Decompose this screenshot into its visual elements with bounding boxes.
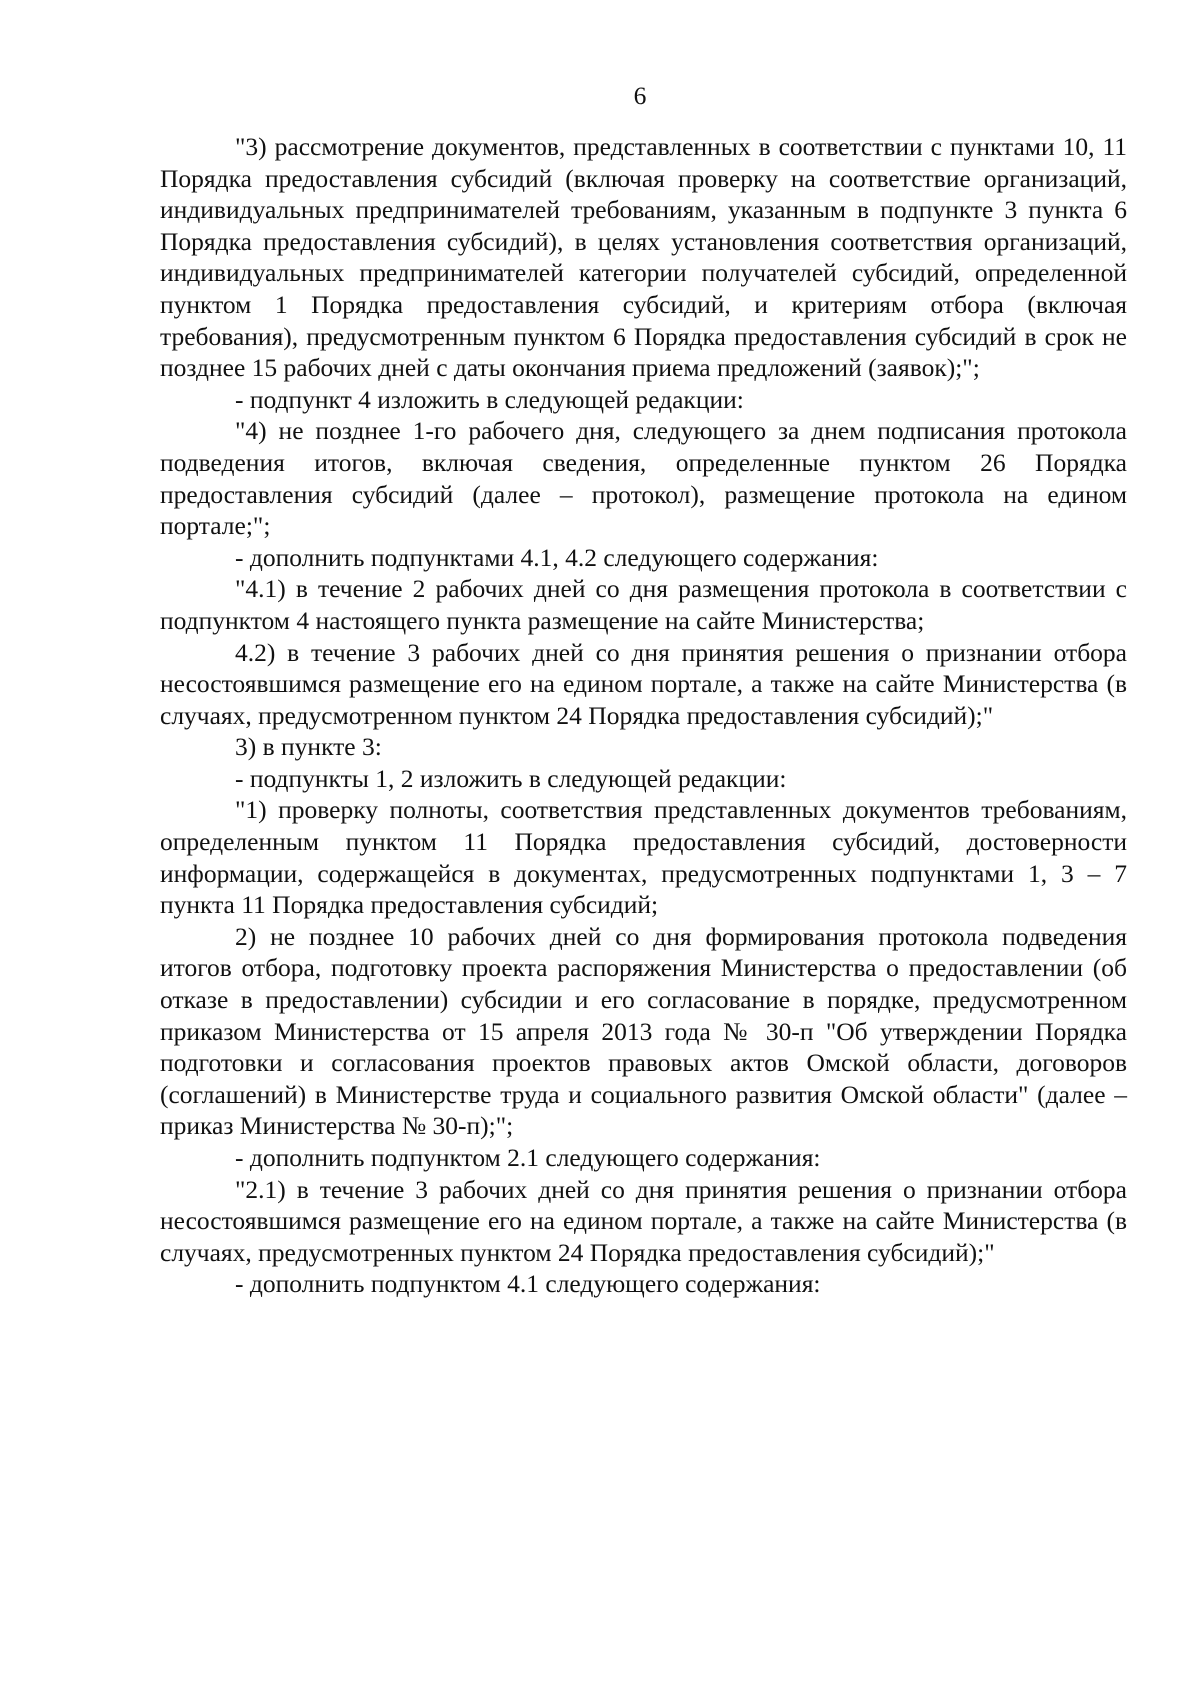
paragraph-subitem-4-edit: - подпункт 4 изложить в следующей редакции: [235,384,744,414]
paragraph-add-4-1-4-2: - дополнить подпунктами 4.1, 4.2 следующего содержания: [235,542,879,572]
paragraph-add-2-1: - дополнить подпунктом 2.1 следующего содержания: [235,1143,821,1172]
document-body [160,131,1127,1300]
paragraph-1-check-completeness: "1) проверку полноты, соответствия представленных документов требованиям, определенным пунктом 11 Порядка предоставления субсидий, достоверности информации, содержащейся в документах, предусмотренных подпунктами 1, 3 – 7 пункта 11 Порядка предоставления субсидий; [160,795,1127,920]
paragraph-2-draft-order: 2) не позднее 10 рабочих дней со дня формирования протокола подведения итогов отбора, подготовку проекта распоряжения Министерства о предоставлении (об отказе в предоставлении) субсидии и его согласование в порядке, предусмотренном приказом Министерства от 15 апреля 2013 года № 30-п "Об утверждении Порядка подготовки и согласования проектов правовых актов Омской области, договоров (соглашений) в Министерстве труда и социального развития Омской области" (далее – приказ Министерства № 30-п);"; [160,921,1127,1141]
paragraph-4-publish-protocol: "4) не позднее 1-го рабочего дня, следующего за днем подписания протокола подведения итогов, включая сведения, определенные пунктом 26 Порядка предоставления субсидий (далее – протокол), размещение протокола на едином портале;"; [160,416,1127,541]
paragraph-4-1: "4.1) в течение 2 рабочих дней со дня размещения протокола в соответствии с подпунктом 4 настоящего пункта размещение на сайте Министерства; [160,574,1127,635]
paragraph-add-4-1: - дополнить подпунктом 4.1 следующего содержания: [235,1269,821,1299]
paragraph-3-review-documents: "3) рассмотрение документов, представленных в соответствии с пунктами 10, 11 Порядка предоставления субсидий (включая проверку на соответствие организаций, индивидуальных предпринимателей требованиям, указанным в подпункте 3 пункта 6 Порядка предоставления субсидий), в целях установления соответствия организаций, индивидуальных предпринимателей категории получателей субсидий, определенной пунктом 1 Порядка предоставления субсидий, и критериям отбора (включая требования), предусмотренным пунктом 6 Порядка предоставления субсидий в срок не позднее 15 рабочих дней с даты окончания приема предложений (заявок);"; [160,132,1127,383]
page-number: 6 [633,81,647,110]
paragraph-subitems-1-2-edit: - подпункты 1, 2 изложить в следующей редакции: [235,763,787,793]
paragraph-2-1: "2.1) в течение 3 рабочих дней со дня принятия решения о признании отбора несостоявшимся размещение его на едином портале, а также на сайте Министерства (в случаях, предусмотренных пунктом 24 Порядка предоставления субсидий);" [160,1174,1127,1267]
paragraph-item-3: 3) в пункте 3: [235,732,382,762]
paragraph-4-2: 4.2) в течение 3 рабочих дней со дня принятия решения о признании отбора несостоявшимся размещение его на едином портале, а также на сайте Министерства (в случаях, предусмотренном пунктом 24 Порядка предоставления субсидий);" [160,637,1127,730]
